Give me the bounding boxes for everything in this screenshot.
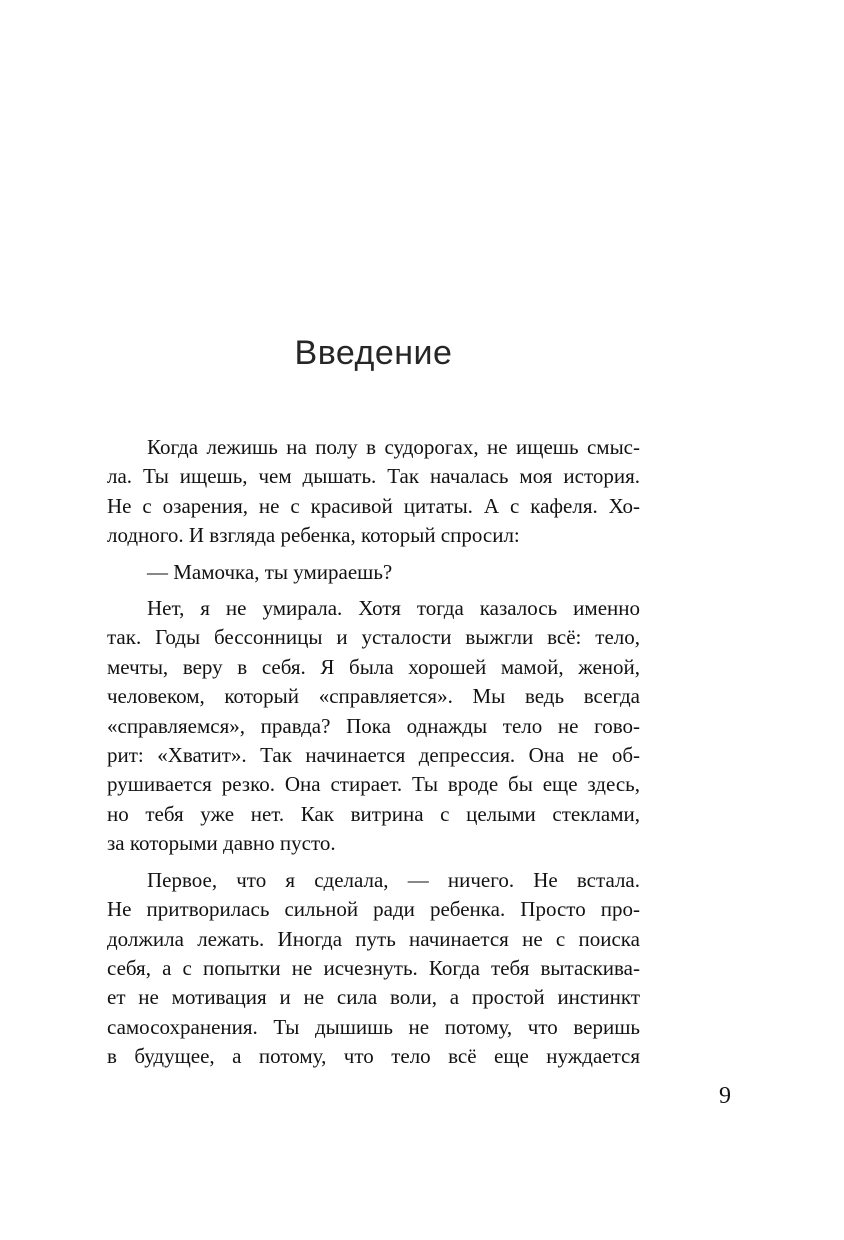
text-line: человеком, который «справляется». Мы ведь всегда — [107, 684, 640, 709]
paragraph — [107, 866, 640, 1072]
text-line: Не притворилась сильной ради ребенка. Просто про- — [107, 897, 640, 922]
text-line: Первое, что я сделала, — ничего. Не встала. — [147, 867, 640, 892]
text-line: самосохранения. Ты дышишь не потому, что веришь — [107, 1014, 640, 1039]
text-block — [107, 433, 640, 1079]
paragraph — [107, 594, 640, 859]
text-line: должила лежать. Иногда путь начинается не с поиска — [107, 926, 640, 951]
text-line: — Мамочка, ты умираешь? — [147, 559, 393, 584]
text-line: ет не мотивация и не сила воли, а простой инстинкт — [107, 985, 640, 1010]
text-line: рушивается резко. Она стирает. Ты вроде бы еще здесь, — [107, 772, 640, 797]
page-number: 9 — [719, 1083, 731, 1109]
text-line: себя, а с попытки не исчезнуть. Когда тебя вытаскива- — [107, 955, 640, 980]
text-line: «справляемся», правда? Пока однажды тело не гово- — [107, 713, 640, 738]
text-line: ла. Ты ищешь, чем дышать. Так началась моя история. — [107, 464, 640, 489]
text-line: рит: «Хватит». Так начинается депрессия. Она не об- — [107, 743, 640, 768]
text-line: так. Годы бессонницы и усталости выжгли всё: тело, — [107, 625, 640, 650]
text-line: Нет, я не умирала. Хотя тогда казалось именно — [147, 596, 640, 621]
text-line: но тебя уже нет. Как витрина с целыми стеклами, — [107, 801, 640, 826]
text-line: Когда лежишь на полу в судорогах, не ищешь смыс- — [147, 435, 640, 459]
paragraph — [107, 558, 640, 587]
text-line: за которыми давно пусто. — [107, 831, 336, 856]
text-line: Не с озарения, не с красивой цитаты. А с кафеля. Хо- — [107, 493, 640, 518]
chapter-title: Введение — [294, 334, 453, 372]
text-line: лодного. И взгляда ребенка, который спросил: — [107, 523, 520, 548]
paragraph — [107, 433, 640, 551]
text-line: мечты, веру в себя. Я была хорошей мамой, женой, — [107, 654, 640, 679]
text-line: в будущее, а потому, что тело всё еще нуждается — [107, 1044, 640, 1069]
